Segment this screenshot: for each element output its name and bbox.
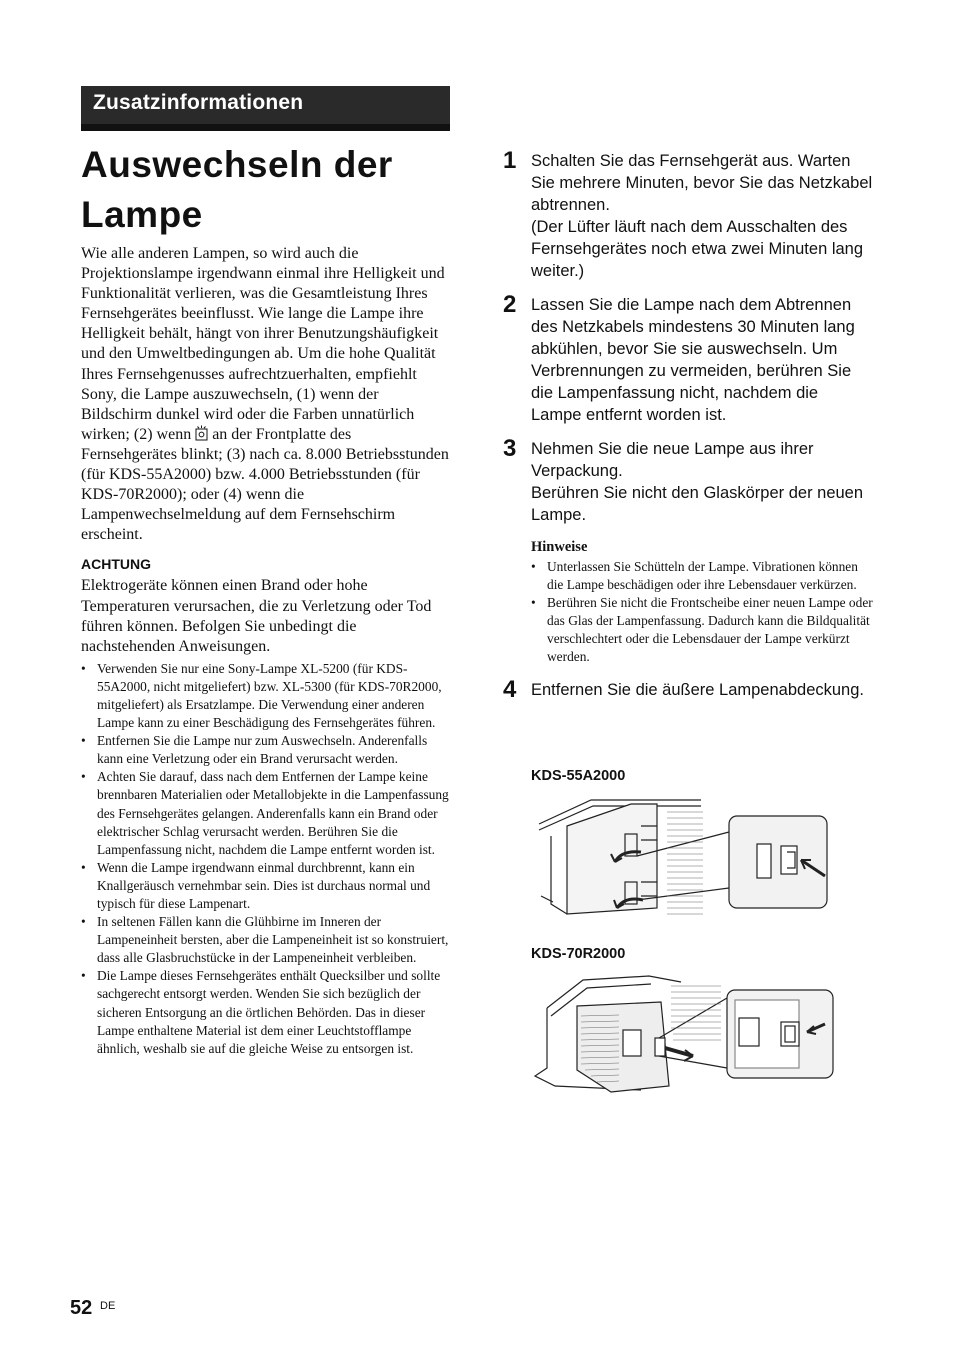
model-label-b: KDS-70R2000: [531, 946, 626, 962]
intro-text-a: Wie alle anderen Lampen, so wird auch die Projektionslampe irgendwann einmal ihre Helligkeit und Funktionalität verlieren, was die Gesamtleistung Ihres Fernsehgerätes beeinflusst. Wie lange die Lampe ihre Helligkeit behält, hängt von ihrer Benutzungshäufigkeit und den Umweltbedingungen ab. Um die hohe Qualität Ihres Fernsehgenusses aufrechtzuerhalten, empfiehlt Sony, die Lampe auszuwechseln, (1) wenn der Bildschirm dunkel wird oder die Farben unnatürlich wirken; (2) wenn: [81, 245, 445, 443]
lamp-indicator-icon: [195, 426, 208, 443]
page-language: DE: [100, 1300, 116, 1312]
step-text: Entfernen Sie die äußere Lampenabdeckung.: [531, 680, 864, 699]
warning-item: • Die Lampe dieses Fernsehgerätes enthält Quecksilber und sollte sachgerecht entsorgt werden. Wenden Sie sich bezüglich der sicheren Entsorgung an die örtlichen Behörden. Das in dieser Lampe enthaltene Material ist dem einer Leuchtstofflampe ähnlich, weshalb sie auf die gleiche Weise zu entsorgen ist.: [81, 967, 450, 1057]
warning-list: [81, 660, 450, 1058]
note-item: • Berühren Sie nicht die Frontscheibe einer neuen Lampe oder das Glas der Lampenfassung. Dadurch kann die Bildqualität verschlechtert oder die Lebensdauer der Lampe verkürzt werden.: [531, 594, 873, 666]
page-title-line-1: Auswechseln der: [81, 144, 393, 185]
warning-item: • In seltenen Fällen kann die Glühbirne im Inneren der Lampeneinheit bersten, aber die Lampeneinheit ist so konstruiert, dass alle Glasbruchstücke in der Lampeneinheit verbleiben.: [81, 913, 450, 967]
step-subtext: Berühren Sie nicht den Glaskörper der neuen Lampe.: [531, 484, 864, 524]
lamp-cover-illustration-b: [531, 972, 837, 1099]
step-2: [503, 291, 873, 426]
step-3: [503, 435, 873, 667]
left-column: [81, 244, 450, 1058]
warning-heading: ACHTUNG: [81, 556, 151, 573]
step-number: 2: [503, 291, 517, 318]
intro-paragraph: [81, 244, 450, 545]
notes-heading: Hinweise: [531, 539, 588, 555]
step-text: Schalten Sie das Fernsehgerät aus. Warten Sie mehrere Minuten, bevor Sie das Netzkabel abtrennen.: [531, 152, 873, 214]
lamp-cover-illustration-a: [531, 796, 831, 931]
step-subtext: (Der Lüfter läuft nach dem Ausschalten des Fernsehgerätes noch etwa zwei Minuten lang weiter.): [531, 218, 864, 280]
warning-item: • Verwenden Sie nur eine Sony-Lampe XL-5200 (für KDS-55A2000, nicht mitgeliefert) bzw. XL-5300 (für KDS-70R2000, mitgeliefert) als Ersatzlampe. Die Verwendung einer anderen Lampe kann zu einer Beschädigung des Fernsehgerätes führen.: [81, 660, 450, 732]
model-label-a: KDS-55A2000: [531, 768, 626, 784]
step-1: [503, 147, 873, 282]
warning-text: Elektrogeräte können einen Brand oder hohe Temperaturen verursachen, die zu Verletzung oder Tod führen können. Befolgen Sie unbedingt die nachstehenden Anweisungen.: [81, 577, 432, 655]
note-item: • Unterlassen Sie Schütteln der Lampe. Vibrationen können die Lampe beschädigen oder ihre Lebensdauer verkürzen.: [531, 558, 873, 594]
step-4: [503, 675, 873, 703]
step-number: 4: [503, 675, 517, 703]
notes-list: [531, 558, 873, 667]
step-number: 3: [503, 435, 517, 462]
warning-item: • Wenn die Lampe irgendwann einmal durchbrennt, kann ein Knallgeräusch vernehmbar sein. Dies ist durchaus normal und typisch für diese Lampenart.: [81, 859, 450, 913]
page-title: [81, 140, 461, 240]
warning-item: • Entfernen Sie die Lampe nur zum Auswechseln. Anderenfalls kann eine Verletzung oder ein Brand verursacht werden.: [81, 732, 450, 768]
warning-item: • Achten Sie darauf, dass nach dem Entfernen der Lampe keine brennbaren Materialien oder Metallobjekte in die Lampenfassung des Fernsehgerätes gelangen. Anderenfalls kann ein Brand oder elektrischer Schlag verursacht werden. Berühren Sie die Lampenfassung nicht, nachdem die Lampe entfernt worden ist.: [81, 768, 450, 858]
step-text: Lassen Sie die Lampe nach dem Abtrennen des Netzkabels mindestens 30 Minuten lang abkühlen, bevor Sie sie auswechseln. Um Verbrennungen zu vermeiden, berühren Sie die Lampenfassung nicht, nachdem die Lampe entfernt worden ist.: [531, 296, 855, 424]
right-column: [503, 147, 873, 703]
section-title: Zusatzinformationen: [93, 91, 304, 114]
step-text: Nehmen Sie die neue Lampe aus ihrer Verpackung.: [531, 440, 814, 480]
intro-text-b: an der Frontplatte des Fernsehgerätes blinkt; (3) nach ca. 8.000 Betriebsstunden (für KDS-55A2000) bzw. 4.000 Betriebsstunden (für KDS-70R2000); oder (4) wenn die Lampenwechselmeldung auf dem Fernsehschirm erscheint.: [81, 425, 449, 544]
page-title-line-2: Lampe: [81, 194, 203, 235]
page-number: 52: [70, 1297, 93, 1319]
step-number: 1: [503, 147, 517, 174]
section-header: [81, 86, 450, 131]
